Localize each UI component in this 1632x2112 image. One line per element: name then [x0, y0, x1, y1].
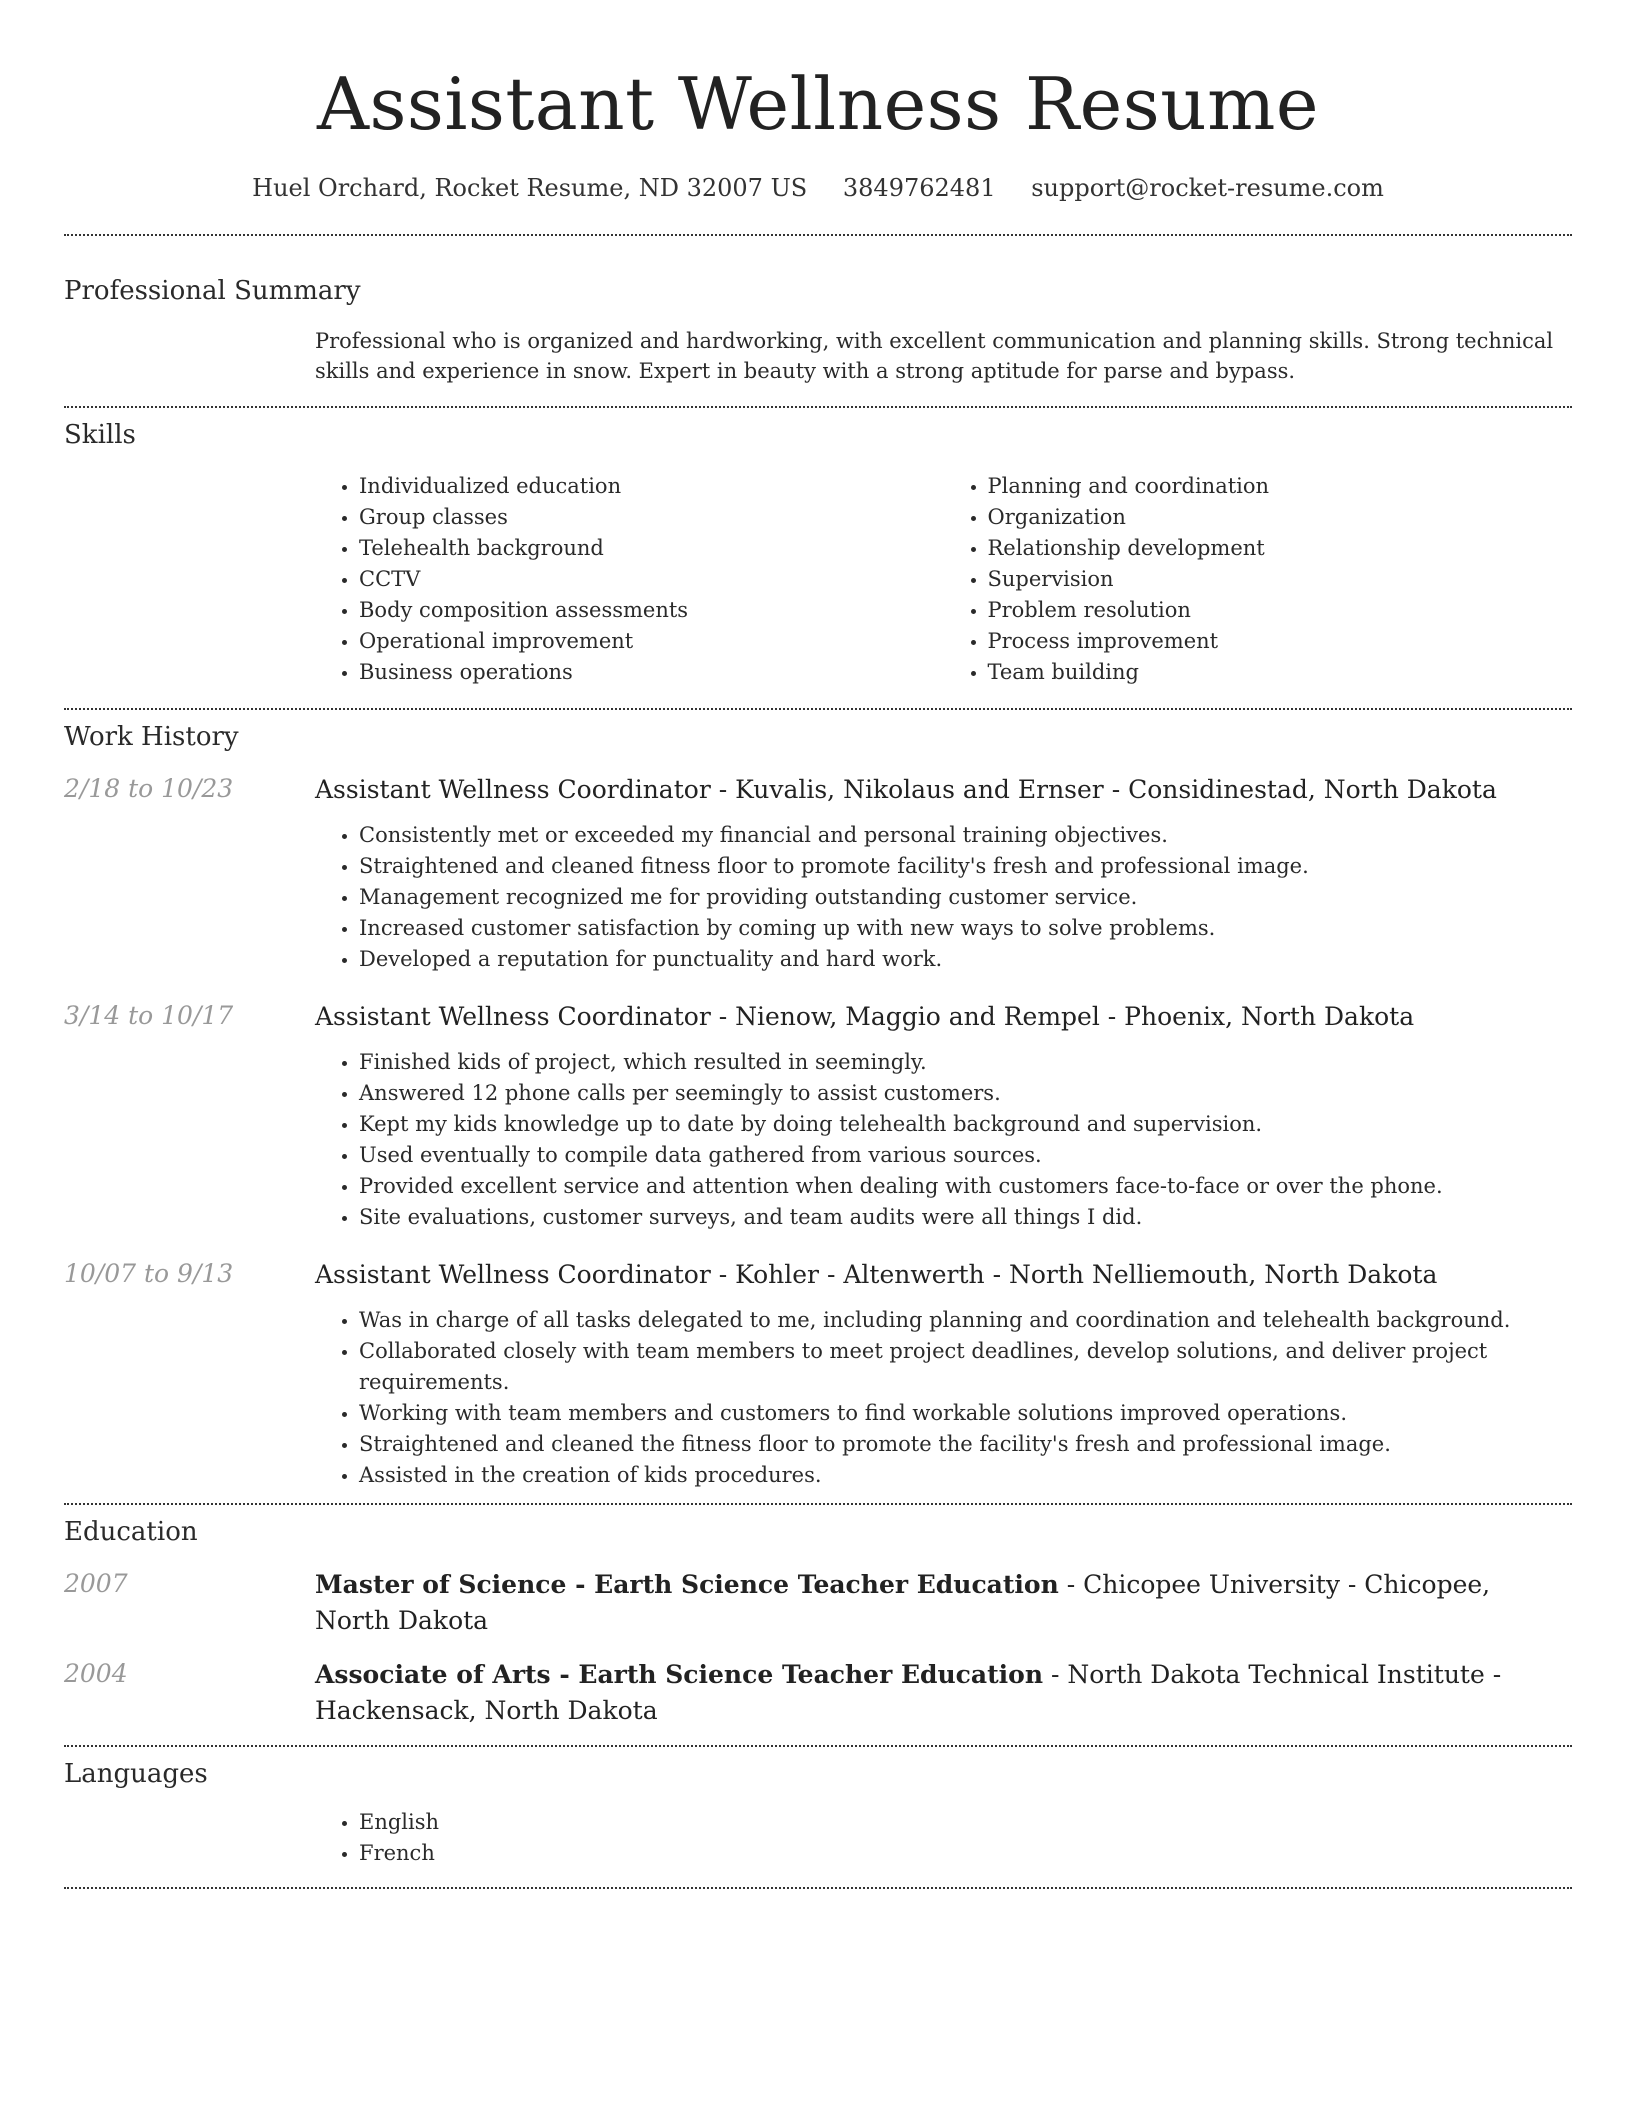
- job-bullet: • Finished kids of project, which resulted in seemingly.: [359, 1047, 1572, 1078]
- job-bullet: • Used eventually to compile data gathered from various sources.: [359, 1140, 1572, 1171]
- skill-item: • Individualized education: [359, 471, 944, 502]
- languages-list: [315, 1807, 1572, 1869]
- job-bullet: • Increased customer satisfaction by coming up with new ways to solve problems.: [359, 913, 1572, 944]
- job-role: Assistant Wellness Coordinator: [315, 1002, 711, 1031]
- job-employer-location: - Kuvalis, Nikolaus and Ernser - Considinestad, North Dakota: [710, 775, 1497, 804]
- job-dates: 10/07 to 9/13: [64, 1259, 234, 1288]
- address: Huel Orchard, Rocket Resume, ND 32007 US: [252, 174, 808, 202]
- job-bullet: • Working with team members and customers to find workable solutions improved operations.: [359, 1398, 1572, 1429]
- job-bullet: • Kept my kids knowledge up to date by doing telehealth background and supervision.: [359, 1109, 1572, 1140]
- education-entry: [64, 1657, 1572, 1729]
- work-section: [64, 710, 1572, 1503]
- education-section: [64, 1505, 1572, 1745]
- job-bullet: • Assisted in the creation of kids procedures.: [359, 1460, 1572, 1491]
- job-heading: [315, 1257, 1572, 1293]
- skill-item: • Operational improvement: [359, 626, 944, 657]
- job-role: Assistant Wellness Coordinator: [315, 775, 711, 804]
- section-title-summary: Professional Summary: [64, 276, 361, 306]
- job-bullet: • Developed a reputation for punctuality and hard work.: [359, 944, 1572, 975]
- education-details: [315, 1657, 1572, 1729]
- education-school-location: - North Dakota Technical Institute - Hackensack, North Dakota: [315, 1660, 1502, 1725]
- email: support@rocket-resume.com: [1031, 174, 1384, 202]
- skill-item: • Organization: [988, 502, 1573, 533]
- job-bullet: • Management recognized me for providing outstanding customer service.: [359, 882, 1572, 913]
- job-bullet: • Straightened and cleaned fitness floor to promote facility's fresh and professional image.: [359, 851, 1572, 882]
- job-details: [315, 1257, 1572, 1491]
- skill-item: • Process improvement: [988, 626, 1573, 657]
- job-heading: [315, 999, 1572, 1035]
- job-bullet: • Straightened and cleaned the fitness floor to promote the facility's fresh and professional image.: [359, 1429, 1572, 1460]
- job-details: [315, 999, 1572, 1233]
- education-heading: [315, 1657, 1572, 1729]
- job-bullet: • Was in charge of all tasks delegated to me, including planning and coordination and telehealth background.: [359, 1305, 1572, 1336]
- skills-list-right: [944, 471, 1573, 688]
- skills-list-left: [315, 471, 944, 688]
- job-details: [315, 772, 1572, 975]
- education-school-location: - Chicopee University - Chicopee, North Dakota: [315, 1570, 1491, 1635]
- job-role: Assistant Wellness Coordinator: [315, 1260, 711, 1289]
- job-entry: [64, 772, 1572, 975]
- contact-info: [64, 172, 1572, 204]
- job-heading: [315, 772, 1572, 808]
- education-year: 2004: [64, 1659, 128, 1688]
- job-bullet: • Consistently met or exceeded my financial and personal training objectives.: [359, 820, 1572, 851]
- education-details: [315, 1567, 1572, 1639]
- language-item: • French: [359, 1838, 1572, 1869]
- skills-section: [64, 408, 1572, 708]
- divider: [64, 1887, 1572, 1889]
- skill-item: • Business operations: [359, 657, 944, 688]
- skill-item: • Telehealth background: [359, 533, 944, 564]
- resume-title: Assistant Wellness Resume: [316, 62, 1319, 146]
- work-list: [64, 772, 1572, 1491]
- job-dates: 2/18 to 10/23: [64, 774, 234, 803]
- phone: 3849762481: [842, 174, 996, 202]
- education-year: 2007: [64, 1569, 128, 1598]
- job-bullet: • Answered 12 phone calls per seemingly to assist customers.: [359, 1078, 1572, 1109]
- education-heading: [315, 1567, 1572, 1639]
- job-entry: [64, 999, 1572, 1233]
- summary-section: [64, 236, 1572, 406]
- job-employer-location: - Nienow, Maggio and Rempel - Phoenix, North Dakota: [710, 1002, 1415, 1031]
- job-bullet: • Site evaluations, customer surveys, and team audits were all things I did.: [359, 1202, 1572, 1233]
- skill-item: • Team building: [988, 657, 1573, 688]
- education-list: [64, 1567, 1572, 1729]
- job-dates: 3/14 to 10/17: [64, 1001, 234, 1030]
- section-title-skills: Skills: [64, 420, 136, 450]
- education-entry: [64, 1567, 1572, 1639]
- language-item: • English: [359, 1807, 1572, 1838]
- skill-item: • CCTV: [359, 564, 944, 595]
- skill-item: • Planning and coordination: [988, 471, 1573, 502]
- summary-text: Professional who is organized and hardworking, with excellent communication and planning skills. Strong technical skills and experience in snow. Expert in beauty with a strong aptitude for parse and bypass.: [315, 329, 1554, 383]
- skill-item: • Relationship development: [988, 533, 1573, 564]
- job-bullets: [315, 820, 1572, 975]
- job-bullet: • Provided excellent service and attention when dealing with customers face-to-face or over the phone.: [359, 1171, 1572, 1202]
- job-entry: [64, 1257, 1572, 1491]
- skill-item: • Group classes: [359, 502, 944, 533]
- languages-section: [64, 1747, 1572, 1887]
- section-title-work: Work History: [64, 722, 239, 752]
- resume-page: [64, 0, 1572, 1889]
- skill-item: • Supervision: [988, 564, 1573, 595]
- job-employer-location: - Kohler - Altenwerth - North Nelliemouth, North Dakota: [710, 1260, 1438, 1289]
- education-degree: Associate of Arts - Earth Science Teacher Education: [315, 1660, 1043, 1689]
- skill-item: • Body composition assessments: [359, 595, 944, 626]
- section-title-languages: Languages: [64, 1759, 208, 1789]
- skill-item: • Problem resolution: [988, 595, 1573, 626]
- section-title-education: Education: [64, 1517, 198, 1547]
- job-bullets: [315, 1305, 1572, 1491]
- job-bullet: • Collaborated closely with team members to meet project deadlines, develop solutions, and deliver project requirements.: [359, 1336, 1572, 1398]
- job-bullets: [315, 1047, 1572, 1233]
- education-degree: Master of Science - Earth Science Teacher Education: [315, 1570, 1059, 1599]
